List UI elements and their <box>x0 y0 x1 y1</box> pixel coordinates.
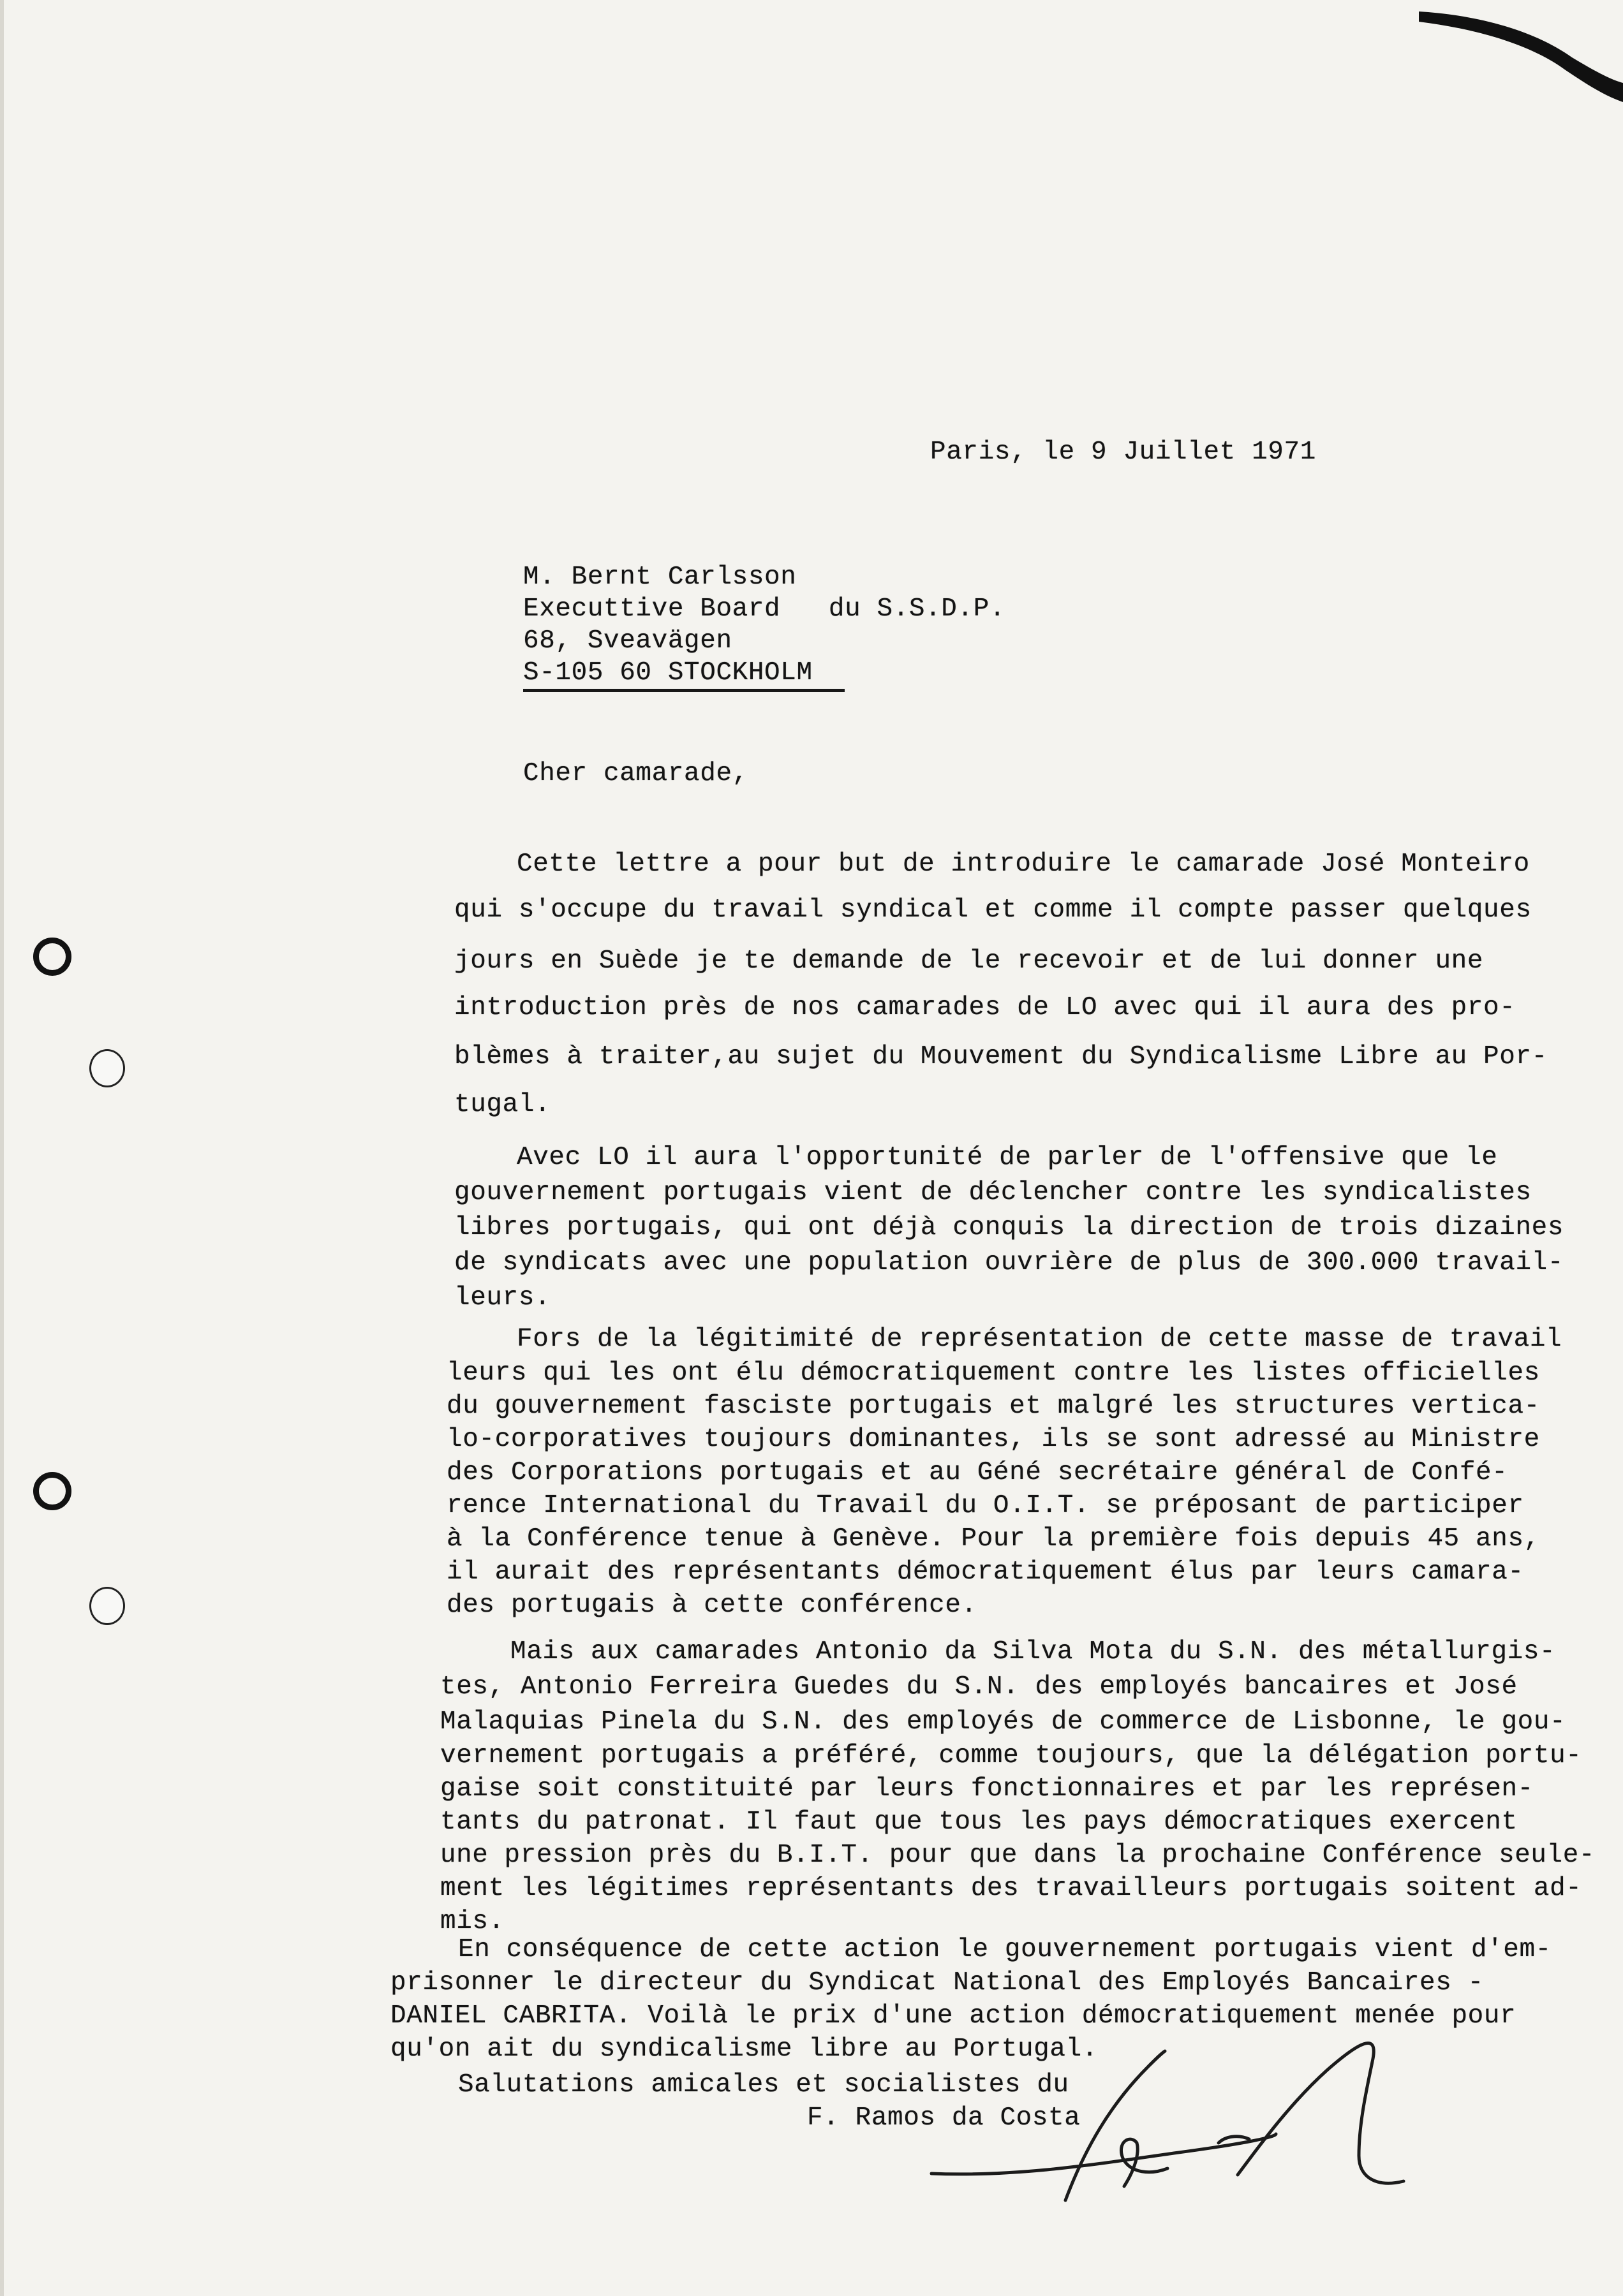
salutation: Cher camarade, <box>523 759 748 788</box>
body-line: tants du patronat. Il faut que tous les pays démocratiques exercent <box>440 1807 1518 1837</box>
body-line: En conséquence de cette action le gouvernement portugais vient d'em- <box>458 1935 1552 1964</box>
body-line: tes, Antonio Ferreira Guedes du S.N. des employés bancaires et José <box>440 1672 1518 1702</box>
body-line: une pression près du B.I.T. pour que dans la prochaine Conférence seule- <box>440 1841 1595 1870</box>
body-line: gouvernement portugais vient de déclencher contre les syndicalistes <box>454 1178 1532 1207</box>
body-line: des Corporations portugais et au Géné secrétaire général de Confé- <box>447 1458 1508 1487</box>
body-line: du gouvernement fasciste portugais et malgré les structures vertica- <box>447 1392 1540 1421</box>
body-line: leurs. <box>454 1283 551 1313</box>
punch-hole-top <box>33 938 71 976</box>
body-line: à la Conférence tenue à Genève. Pour la première fois depuis 45 ans, <box>447 1524 1540 1554</box>
body-line: mis. <box>440 1907 505 1936</box>
body-line: vernement portugais a préféré, comme toujours, que la délégation portu- <box>440 1741 1582 1770</box>
body-line: leurs qui les ont élu démocratiquement contre les listes officielles <box>447 1358 1540 1388</box>
body-line: Mais aux camarades Antonio da Silva Mota du S.N. des métallurgis- <box>510 1637 1556 1667</box>
body-line: gaise soit constituité par leurs fonctionnaires et par les représen- <box>440 1774 1534 1804</box>
body-line: des portugais à cette conférence. <box>447 1591 977 1620</box>
body-line: il aurait des représentants démocratiquement élus par leurs camara- <box>447 1557 1524 1587</box>
body-line: prisonner le directeur du Syndicat National des Employés Bancaires - <box>390 1968 1484 1998</box>
body-line: lo-corporatives toujours dominantes, ils se sont adressé au Ministre <box>447 1425 1540 1454</box>
body-line: tugal. <box>454 1090 551 1119</box>
body-line: Cette lettre a pour but de introduire le camarade José Monteiro <box>517 850 1530 879</box>
body-line: Malaquias Pinela du S.N. des employés de commerce de Lisbonne, le gou- <box>440 1707 1566 1737</box>
recipient-organisation: Executtive Board du S.S.D.P. <box>523 594 1006 624</box>
body-line: introduction près de nos camarades de LO avec qui il aura des pro- <box>454 993 1516 1022</box>
handwritten-signature <box>919 2009 1557 2290</box>
closing-line: Salutations amicales et socialistes du <box>458 2070 1069 2100</box>
body-line: Fors de la légitimité de représentation de cette masse de travail <box>517 1325 1562 1354</box>
punch-hole-lower <box>33 1472 71 1510</box>
scan-corner-mark <box>1419 0 1623 102</box>
body-line: qu'on ait du syndicalisme libre au Portugal. <box>390 2035 1098 2064</box>
recipient-city: S-105 60 STOCKHOLM <box>523 658 813 688</box>
recipient-street: 68, Sveavägen <box>523 626 732 656</box>
punch-hole-bottom <box>89 1587 125 1625</box>
body-line: Avec LO il aura l'opportunité de parler de l'offensive que le <box>517 1143 1498 1172</box>
body-line: blèmes à traiter,au sujet du Mouvement du Syndicalisme Libre au Por- <box>454 1042 1548 1071</box>
body-line: ment les légitimes représentants des travailleurs portugais soitent ad- <box>440 1874 1582 1903</box>
letter-date: Paris, le 9 Juillet 1971 <box>930 438 1316 467</box>
body-line: qui s'occupe du travail syndical et comme il compte passer quelques <box>454 895 1532 925</box>
recipient-name: M. Bernt Carlsson <box>523 563 797 592</box>
signatory-name: F. Ramos da Costa <box>807 2103 1081 2133</box>
body-line: libres portugais, qui ont déjà conquis la direction de trois dizaines <box>454 1213 1564 1242</box>
punch-hole-upper <box>89 1049 125 1087</box>
address-underline <box>523 689 845 692</box>
body-line: rence International du Travail du O.I.T. se préposant de participer <box>447 1491 1524 1520</box>
body-line: jours en Suède je te demande de le recevoir et de lui donner une <box>454 946 1484 976</box>
body-line: de syndicats avec une population ouvrière de plus de 300.000 travail- <box>454 1248 1564 1277</box>
scan-margin-shadow <box>0 0 4 2296</box>
body-line: DANIEL CABRITA. Voilà le prix d'une action démocratiquement menée pour <box>390 2001 1516 2031</box>
